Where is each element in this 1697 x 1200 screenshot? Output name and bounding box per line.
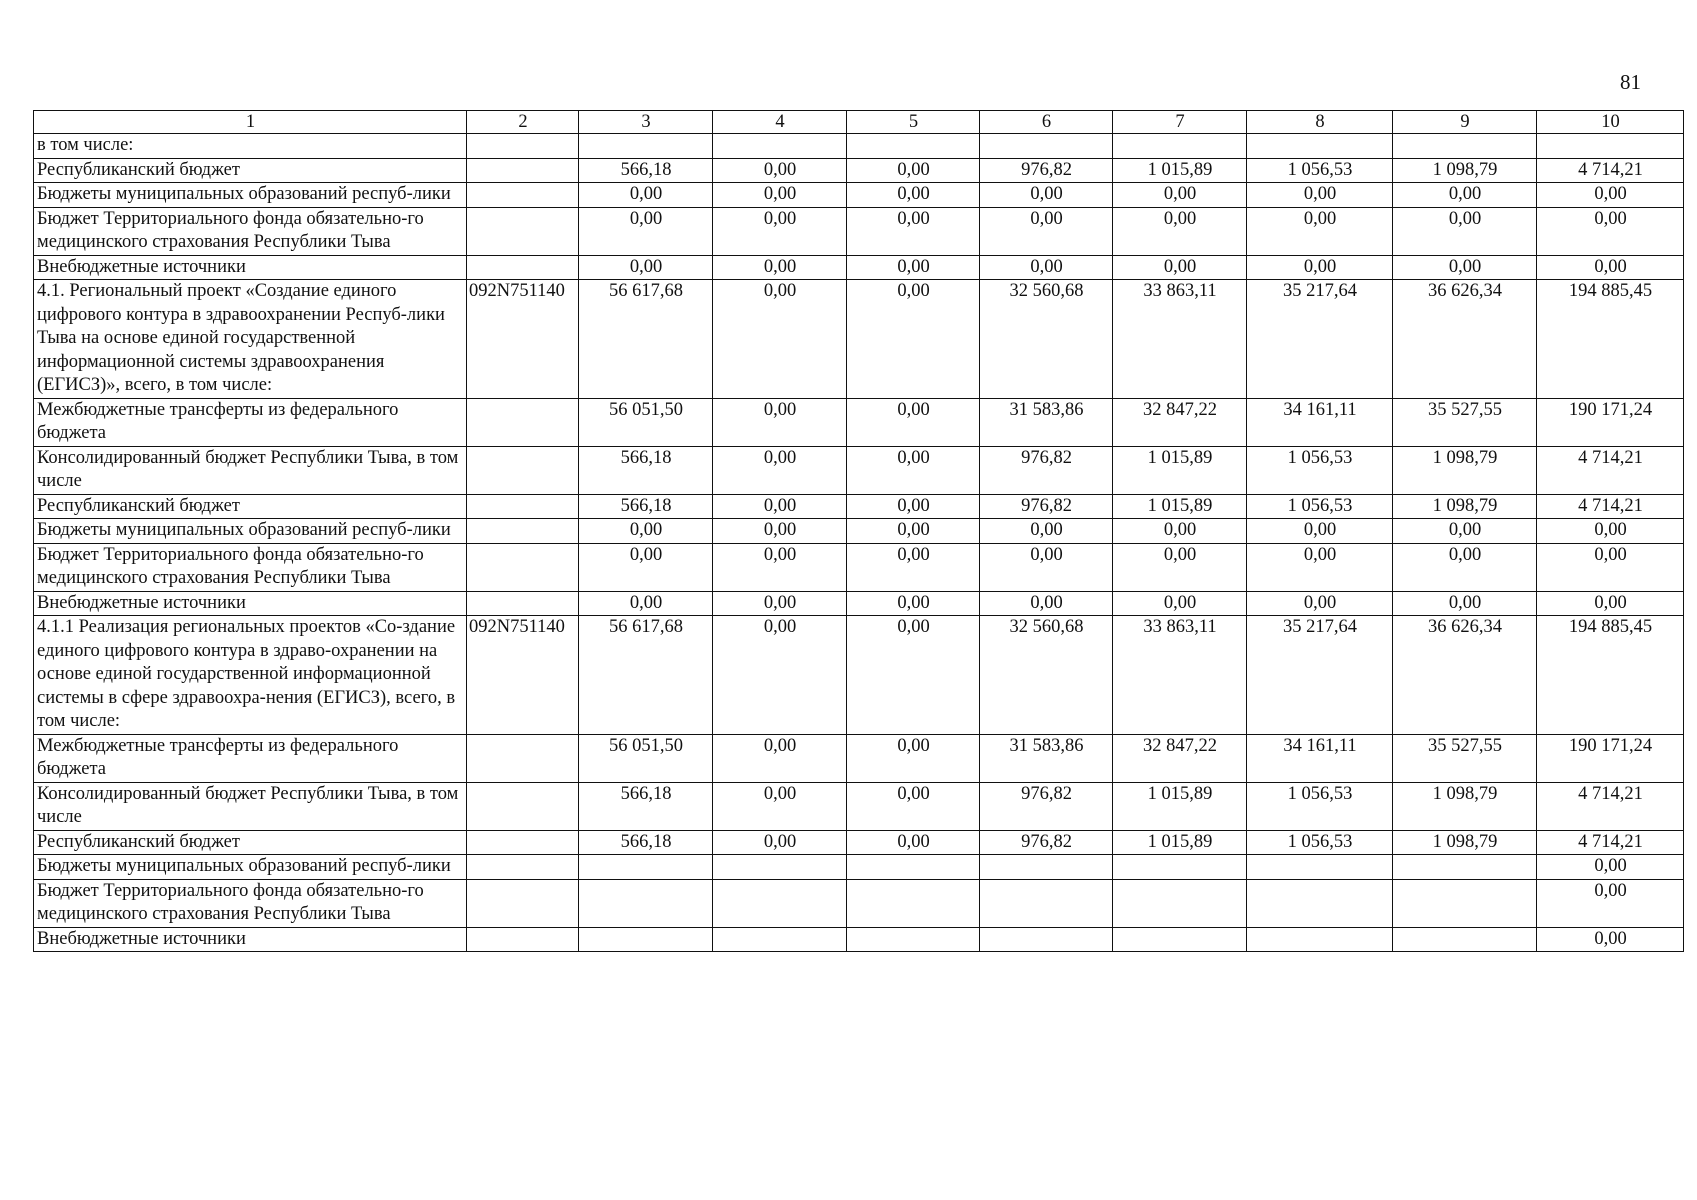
value-cell: 0,00 [847,446,980,494]
value-cell: 0,00 [847,543,980,591]
value-cell: 0,00 [1537,255,1684,280]
value-cell: 194 885,45 [1537,616,1684,735]
value-cell: 0,00 [1537,591,1684,616]
row-label-cell: Бюджеты муниципальных образований респуб-лики [34,855,467,880]
table-row [34,830,1684,855]
row-label-cell: Внебюджетные источники [34,927,467,952]
value-cell: 32 847,22 [1113,398,1247,446]
value-cell [1113,855,1247,880]
value-cell [980,927,1113,952]
value-cell [1247,855,1393,880]
column-header-6: 6 [980,111,1113,134]
value-cell: 0,00 [847,830,980,855]
value-cell: 0,00 [980,519,1113,544]
value-cell: 36 626,34 [1393,616,1537,735]
value-cell: 0,00 [713,398,847,446]
value-cell: 0,00 [1537,855,1684,880]
value-cell: 56 617,68 [579,616,713,735]
value-cell [713,134,847,159]
value-cell: 0,00 [713,591,847,616]
value-cell: 0,00 [1537,183,1684,208]
value-cell: 1 056,53 [1247,494,1393,519]
value-cell: 31 583,86 [980,734,1113,782]
table-row [34,616,1684,735]
value-cell [713,879,847,927]
page-number: 81 [1620,70,1641,94]
row-label-cell: Республиканский бюджет [34,158,467,183]
table-row [34,183,1684,208]
value-cell: 0,00 [1247,591,1393,616]
table-row [34,280,1684,399]
value-cell [1537,134,1684,159]
column-header-8: 8 [1247,111,1393,134]
value-cell: 1 098,79 [1393,830,1537,855]
budget-code-cell [467,543,579,591]
value-cell: 0,00 [713,494,847,519]
column-header-3: 3 [579,111,713,134]
value-cell: 0,00 [1537,543,1684,591]
value-cell [1247,134,1393,159]
table-row [34,543,1684,591]
value-cell: 0,00 [579,543,713,591]
value-cell: 190 171,24 [1537,398,1684,446]
column-header-7: 7 [1113,111,1247,134]
value-cell: 976,82 [980,446,1113,494]
value-cell: 566,18 [579,782,713,830]
value-cell: 0,00 [847,616,980,735]
value-cell: 1 098,79 [1393,158,1537,183]
value-cell: 0,00 [980,183,1113,208]
budget-code-cell [467,734,579,782]
value-cell: 1 098,79 [1393,446,1537,494]
value-cell: 0,00 [1113,519,1247,544]
value-cell [980,855,1113,880]
table-row [34,734,1684,782]
value-cell [1113,134,1247,159]
value-cell: 4 714,21 [1537,494,1684,519]
budget-table [33,110,1684,952]
column-header-1: 1 [34,111,467,134]
budget-code-cell [467,398,579,446]
value-cell: 0,00 [847,734,980,782]
value-cell [847,134,980,159]
row-label-cell: Межбюджетные трансферты из федерального бюджета [34,398,467,446]
budget-code-cell [467,879,579,927]
table-row [34,398,1684,446]
value-cell: 33 863,11 [1113,616,1247,735]
value-cell: 194 885,45 [1537,280,1684,399]
value-cell: 0,00 [713,519,847,544]
value-cell: 0,00 [1537,207,1684,255]
value-cell: 566,18 [579,830,713,855]
budget-code-cell [467,855,579,880]
value-cell: 0,00 [579,207,713,255]
value-cell: 4 714,21 [1537,158,1684,183]
value-cell: 0,00 [713,207,847,255]
budget-code-cell [467,927,579,952]
row-label-cell: Бюджет Территориального фонда обязательно-го медицинского страхования Республики Тыва [34,543,467,591]
value-cell: 0,00 [980,591,1113,616]
budget-code-cell [467,494,579,519]
budget-code-cell [467,158,579,183]
value-cell: 976,82 [980,830,1113,855]
value-cell: 0,00 [847,207,980,255]
row-label-cell: Республиканский бюджет [34,830,467,855]
value-cell: 0,00 [713,158,847,183]
budget-code-cell [467,446,579,494]
value-cell: 0,00 [980,255,1113,280]
value-cell: 31 583,86 [980,398,1113,446]
value-cell [1393,134,1537,159]
value-cell: 0,00 [1247,543,1393,591]
row-label-cell: Консолидированный бюджет Республики Тыва, в том числе [34,782,467,830]
value-cell: 35 217,64 [1247,280,1393,399]
value-cell [1393,855,1537,880]
value-cell [1247,927,1393,952]
value-cell: 56 617,68 [579,280,713,399]
value-cell: 0,00 [1113,207,1247,255]
value-cell: 0,00 [1113,183,1247,208]
value-cell: 0,00 [847,255,980,280]
table-row [34,855,1684,880]
value-cell: 0,00 [713,830,847,855]
value-cell: 0,00 [1113,543,1247,591]
value-cell: 0,00 [847,782,980,830]
budget-code-cell [467,183,579,208]
value-cell: 1 015,89 [1113,494,1247,519]
value-cell: 0,00 [579,255,713,280]
value-cell: 0,00 [713,543,847,591]
table-row [34,446,1684,494]
row-label-cell: в том числе: [34,134,467,159]
budget-code-cell [467,782,579,830]
value-cell: 0,00 [1393,207,1537,255]
table-row [34,134,1684,159]
budget-code-cell [467,519,579,544]
value-cell [579,927,713,952]
value-cell [1113,927,1247,952]
value-cell: 566,18 [579,446,713,494]
row-label-cell: 4.1. Региональный проект «Создание единого цифрового контура в здравоохранении Респуб-лики Тыва на основе единой государственной информационной системы здравоохранения (ЕГИСЗ)», всего, в том числе: [34,280,467,399]
value-cell: 0,00 [713,734,847,782]
value-cell: 1 098,79 [1393,494,1537,519]
value-cell: 0,00 [1393,255,1537,280]
row-label-cell: Бюджет Территориального фонда обязательно-го медицинского страхования Республики Тыва [34,207,467,255]
budget-code-cell [467,134,579,159]
value-cell: 976,82 [980,494,1113,519]
value-cell: 1 015,89 [1113,158,1247,183]
value-cell: 32 560,68 [980,616,1113,735]
value-cell [1393,927,1537,952]
value-cell: 0,00 [847,494,980,519]
value-cell: 0,00 [980,543,1113,591]
value-cell: 1 056,53 [1247,830,1393,855]
table-row [34,591,1684,616]
value-cell: 0,00 [1537,519,1684,544]
value-cell [1247,879,1393,927]
table-row [34,494,1684,519]
value-cell [847,855,980,880]
value-cell: 0,00 [579,519,713,544]
table-row [34,782,1684,830]
value-cell: 0,00 [1393,519,1537,544]
table-row [34,519,1684,544]
value-cell: 976,82 [980,158,1113,183]
value-cell: 0,00 [713,255,847,280]
value-cell: 0,00 [1113,255,1247,280]
value-cell [1393,879,1537,927]
column-header-2: 2 [467,111,579,134]
value-cell: 0,00 [713,446,847,494]
header-row [34,111,1684,134]
table-row [34,927,1684,952]
value-cell: 0,00 [847,280,980,399]
row-label-cell: Бюджет Территориального фонда обязательно-го медицинского страхования Республики Тыва [34,879,467,927]
value-cell: 0,00 [1393,591,1537,616]
value-cell: 4 714,21 [1537,830,1684,855]
value-cell: 0,00 [1393,183,1537,208]
column-header-5: 5 [847,111,980,134]
row-label-cell: Бюджеты муниципальных образований респуб-лики [34,183,467,208]
table-row [34,207,1684,255]
value-cell [713,855,847,880]
value-cell: 0,00 [1247,255,1393,280]
value-cell: 0,00 [1247,183,1393,208]
value-cell [579,134,713,159]
value-cell [713,927,847,952]
value-cell: 0,00 [1247,207,1393,255]
row-label-cell: Внебюджетные источники [34,591,467,616]
value-cell: 0,00 [1537,879,1684,927]
value-cell [847,927,980,952]
value-cell: 35 527,55 [1393,734,1537,782]
column-header-10: 10 [1537,111,1684,134]
budget-code-cell [467,207,579,255]
value-cell [847,879,980,927]
value-cell: 0,00 [847,183,980,208]
value-cell [980,879,1113,927]
row-label-cell: Республиканский бюджет [34,494,467,519]
value-cell: 0,00 [713,280,847,399]
value-cell [579,879,713,927]
column-header-4: 4 [713,111,847,134]
value-cell: 0,00 [980,207,1113,255]
table-body [34,134,1684,952]
value-cell: 0,00 [713,616,847,735]
value-cell: 0,00 [847,158,980,183]
value-cell: 4 714,21 [1537,446,1684,494]
value-cell: 0,00 [1537,927,1684,952]
value-cell: 0,00 [1247,519,1393,544]
row-label-cell: Внебюджетные источники [34,255,467,280]
value-cell: 1 056,53 [1247,446,1393,494]
value-cell [980,134,1113,159]
budget-code-cell [467,591,579,616]
table-row [34,158,1684,183]
value-cell: 1 098,79 [1393,782,1537,830]
table-row [34,879,1684,927]
value-cell: 56 051,50 [579,398,713,446]
row-label-cell: 4.1.1 Реализация региональных проектов «Со-здание единого цифрового контура в здраво-охранении на основе единой государственной информационной системы в сфере здравоохра-нения (ЕГИСЗ), всего, в том числе: [34,616,467,735]
value-cell: 32 560,68 [980,280,1113,399]
value-cell: 0,00 [847,398,980,446]
row-label-cell: Консолидированный бюджет Республики Тыва, в том числе [34,446,467,494]
value-cell: 0,00 [579,183,713,208]
value-cell: 1 056,53 [1247,158,1393,183]
value-cell: 0,00 [847,519,980,544]
value-cell: 36 626,34 [1393,280,1537,399]
value-cell: 1 015,89 [1113,830,1247,855]
value-cell: 976,82 [980,782,1113,830]
value-cell: 1 015,89 [1113,782,1247,830]
budget-code-cell: 092N751140 [467,616,579,735]
value-cell [579,855,713,880]
column-header-9: 9 [1393,111,1537,134]
value-cell: 56 051,50 [579,734,713,782]
value-cell: 32 847,22 [1113,734,1247,782]
row-label-cell: Бюджеты муниципальных образований респуб-лики [34,519,467,544]
value-cell: 34 161,11 [1247,734,1393,782]
budget-code-cell: 092N751140 [467,280,579,399]
value-cell: 33 863,11 [1113,280,1247,399]
value-cell: 190 171,24 [1537,734,1684,782]
value-cell: 0,00 [713,782,847,830]
value-cell: 4 714,21 [1537,782,1684,830]
value-cell: 0,00 [847,591,980,616]
value-cell: 1 056,53 [1247,782,1393,830]
value-cell [1113,879,1247,927]
value-cell: 0,00 [713,183,847,208]
budget-code-cell [467,255,579,280]
value-cell: 0,00 [1113,591,1247,616]
table-row [34,255,1684,280]
value-cell: 0,00 [1393,543,1537,591]
value-cell: 566,18 [579,494,713,519]
value-cell: 34 161,11 [1247,398,1393,446]
value-cell: 35 527,55 [1393,398,1537,446]
value-cell: 1 015,89 [1113,446,1247,494]
value-cell: 35 217,64 [1247,616,1393,735]
row-label-cell: Межбюджетные трансферты из федерального бюджета [34,734,467,782]
budget-code-cell [467,830,579,855]
value-cell: 0,00 [579,591,713,616]
value-cell: 566,18 [579,158,713,183]
